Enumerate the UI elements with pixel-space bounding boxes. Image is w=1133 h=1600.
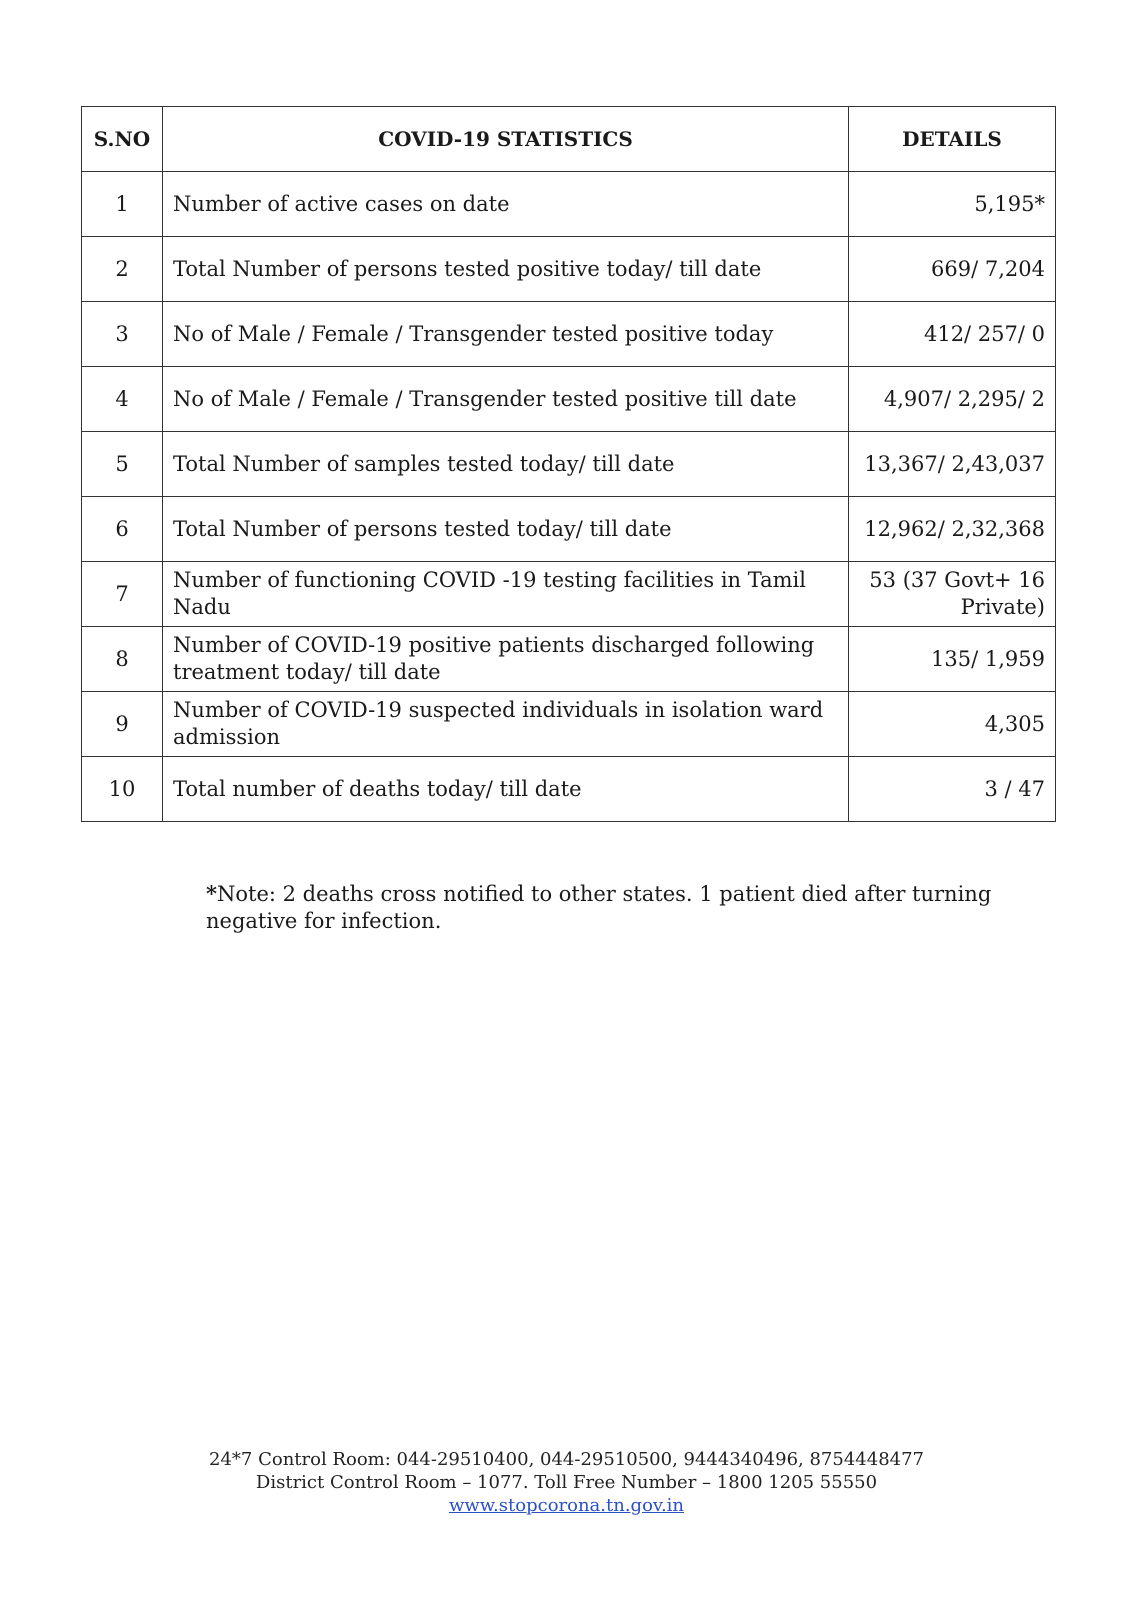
row-statistic: Number of COVID-19 positive patients discharged following treatment today/ till date — [163, 627, 849, 692]
row-sno: 5 — [82, 432, 163, 497]
control-room-numbers: 24*7 Control Room: 044-29510400, 044-29510500, 9444340496, 8754448477 — [209, 1449, 924, 1470]
row-detail: 412/ 257/ 0 — [849, 302, 1056, 367]
row-detail: 669/ 7,204 — [849, 237, 1056, 302]
row-statistic: No of Male / Female / Transgender tested positive till date — [163, 367, 849, 432]
row-detail: 13,367/ 2,43,037 — [849, 432, 1056, 497]
row-detail: 53 (37 Govt+ 16 Private) — [849, 562, 1056, 627]
table-row — [82, 367, 1056, 432]
table-row — [82, 562, 1056, 627]
row-sno: 9 — [82, 692, 163, 757]
contact-footer — [0, 1448, 1133, 1517]
row-sno: 2 — [82, 237, 163, 302]
row-sno: 10 — [82, 757, 163, 822]
row-sno: 8 — [82, 627, 163, 692]
row-statistic: Total number of deaths today/ till date — [163, 757, 849, 822]
table-row — [82, 497, 1056, 562]
row-sno: 6 — [82, 497, 163, 562]
table-row — [82, 237, 1056, 302]
row-detail: 12,962/ 2,32,368 — [849, 497, 1056, 562]
row-statistic: Total Number of persons tested positive today/ till date — [163, 237, 849, 302]
row-statistic: Number of active cases on date — [163, 172, 849, 237]
row-detail: 4,305 — [849, 692, 1056, 757]
footnote-text: Note: 2 deaths cross notified to other states. 1 patient died after turning negative for infection. — [206, 882, 992, 933]
row-statistic: Total Number of samples tested today/ till date — [163, 432, 849, 497]
header-sno: S.NO — [82, 107, 163, 172]
header-statistics: COVID-19 STATISTICS — [163, 107, 849, 172]
table-row — [82, 302, 1056, 367]
website-link[interactable]: www.stopcorona.tn.gov.in — [448, 1495, 685, 1516]
row-detail: 4,907/ 2,295/ 2 — [849, 367, 1056, 432]
covid-statistics-table — [81, 106, 1056, 822]
row-detail: 3 / 47 — [849, 757, 1056, 822]
row-sno: 1 — [82, 172, 163, 237]
footnote — [206, 880, 1046, 935]
table-row — [82, 692, 1056, 757]
table-row — [82, 627, 1056, 692]
row-sno: 4 — [82, 367, 163, 432]
district-control-room: District Control Room – 1077. Toll Free Number – 1800 1205 55550 — [255, 1472, 878, 1493]
table-row — [82, 432, 1056, 497]
table-row — [82, 757, 1056, 822]
header-details: DETAILS — [849, 107, 1056, 172]
footnote-marker: * — [206, 881, 217, 906]
row-statistic: Number of functioning COVID -19 testing facilities in Tamil Nadu — [163, 562, 849, 627]
row-sno: 7 — [82, 562, 163, 627]
row-statistic: Number of COVID-19 suspected individuals in isolation ward admission — [163, 692, 849, 757]
row-detail: 5,195* — [849, 172, 1056, 237]
row-statistic: No of Male / Female / Transgender tested positive today — [163, 302, 849, 367]
table-header-row — [82, 107, 1056, 172]
table-row — [82, 172, 1056, 237]
row-sno: 3 — [82, 302, 163, 367]
row-detail: 135/ 1,959 — [849, 627, 1056, 692]
row-statistic: Total Number of persons tested today/ till date — [163, 497, 849, 562]
